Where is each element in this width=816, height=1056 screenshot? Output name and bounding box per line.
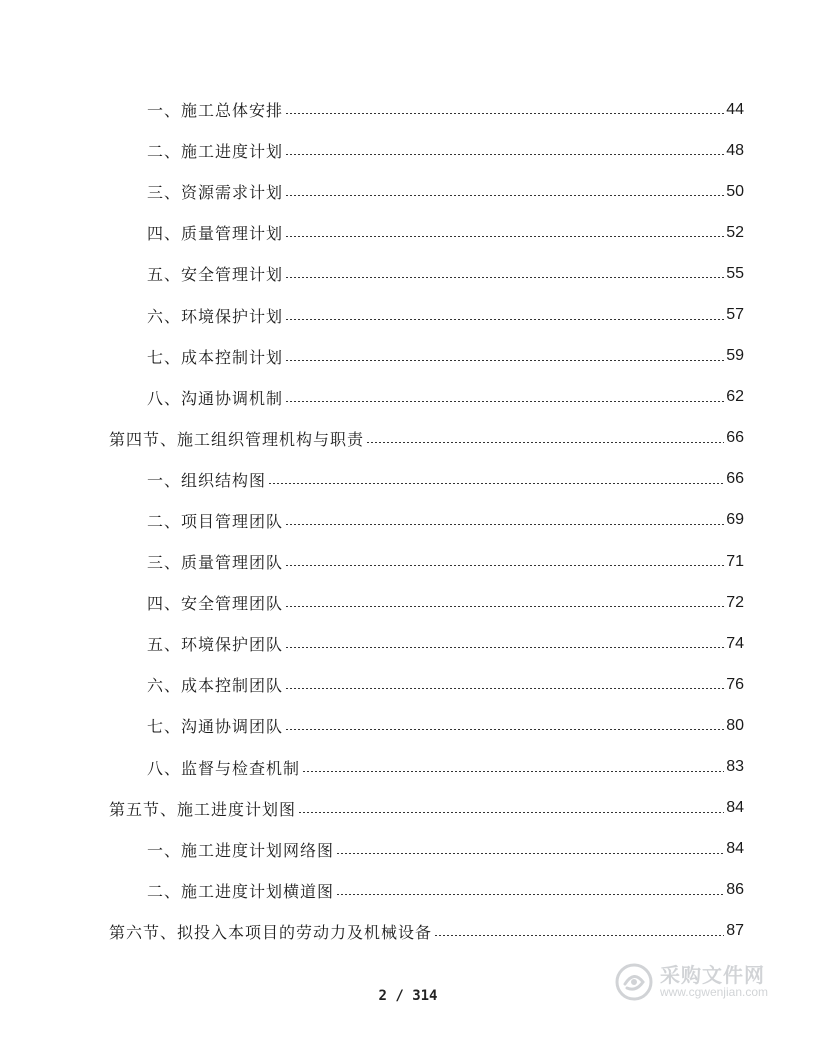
toc-entry-title: 六、环境保护计划: [147, 306, 284, 326]
toc-entry-title: 七、沟通协调团队: [147, 717, 284, 737]
toc-dot-leader: [285, 401, 724, 402]
watermark-url: www.cgwenjian.com: [659, 985, 768, 1000]
toc-dot-leader: [268, 483, 724, 484]
toc-entry-page-number: 62: [726, 388, 744, 406]
toc-entry[interactable]: [0, 171, 816, 212]
toc-entry-title: 第四节、施工组织管理机构与职责: [109, 429, 365, 449]
toc-dot-leader: [302, 771, 724, 772]
toc-entry[interactable]: [0, 459, 816, 500]
toc-entry[interactable]: [0, 664, 816, 705]
toc-dot-leader: [285, 195, 724, 196]
toc-dot-leader: [285, 113, 724, 114]
toc-entry[interactable]: [0, 705, 816, 746]
toc-entry-page-number: 48: [726, 141, 744, 159]
toc-entry-page-number: 83: [726, 758, 744, 776]
toc-entry-title: 四、安全管理团队: [147, 594, 284, 614]
page-indicator: 2 / 314: [378, 988, 438, 1004]
toc-entry-page-number: 69: [726, 511, 744, 529]
toc-entry[interactable]: [0, 377, 816, 418]
toc-entry-page-number: 74: [726, 634, 744, 652]
toc-entry-page-number: 76: [726, 675, 744, 693]
toc-dot-leader: [285, 606, 724, 607]
toc-entry-page-number: 72: [726, 593, 744, 611]
toc-entry[interactable]: [0, 418, 816, 459]
toc-entry[interactable]: [0, 130, 816, 171]
toc-entry[interactable]: [0, 911, 816, 952]
toc-entry-title: 三、资源需求计划: [147, 183, 284, 203]
toc-entry[interactable]: [0, 870, 816, 911]
toc-dot-leader: [285, 688, 724, 689]
toc-entry-page-number: 87: [726, 922, 744, 940]
toc-entry-page-number: 55: [726, 264, 744, 282]
toc-entry[interactable]: [0, 294, 816, 335]
toc-entry-title: 二、项目管理团队: [147, 511, 284, 531]
watermark: [614, 962, 768, 1002]
toc-entry-title: 八、监督与检查机制: [147, 758, 301, 778]
toc-dot-leader: [285, 565, 724, 566]
toc-entry-page-number: 52: [726, 223, 744, 241]
toc-entry-title: 一、施工总体安排: [147, 101, 284, 121]
toc-dot-leader: [434, 935, 724, 936]
toc-entry-page-number: 59: [726, 347, 744, 365]
toc-entry-page-number: 57: [726, 306, 744, 324]
toc-entry-page-number: 66: [726, 429, 744, 447]
toc-entry[interactable]: [0, 541, 816, 582]
toc-entry[interactable]: [0, 747, 816, 788]
toc-entry-title: 五、环境保护团队: [147, 635, 284, 655]
toc-entry-title: 二、施工进度计划横道图: [147, 881, 335, 901]
toc-entry[interactable]: [0, 253, 816, 294]
toc-entry-page-number: 66: [726, 470, 744, 488]
toc-entry-title: 五、安全管理计划: [147, 265, 284, 285]
toc-dot-leader: [285, 154, 724, 155]
toc-entry-title: 八、沟通协调机制: [147, 388, 284, 408]
toc-dot-leader: [285, 360, 724, 361]
toc-entry-page-number: 86: [726, 881, 744, 899]
toc-dot-leader: [298, 812, 724, 813]
toc-dot-leader: [285, 236, 724, 237]
toc-dot-leader: [285, 277, 724, 278]
watermark-logo-icon: [614, 962, 654, 1002]
toc-entry-title: 第五节、施工进度计划图: [109, 799, 297, 819]
toc-entry-title: 一、施工进度计划网络图: [147, 840, 335, 860]
toc-entry-title: 三、质量管理团队: [147, 553, 284, 573]
toc-dot-leader: [366, 442, 724, 443]
toc-entry[interactable]: [0, 623, 816, 664]
toc-entry[interactable]: [0, 829, 816, 870]
toc-dot-leader: [285, 524, 724, 525]
toc-entry-page-number: 84: [726, 840, 744, 858]
toc-dot-leader: [285, 647, 724, 648]
watermark-name: 采购文件网: [659, 963, 765, 988]
toc-dot-leader: [336, 894, 724, 895]
toc-entry[interactable]: [0, 212, 816, 253]
toc-entry-title: 一、组织结构图: [147, 470, 267, 490]
toc-dot-leader: [336, 853, 724, 854]
toc-entry-title: 七、成本控制计划: [147, 347, 284, 367]
toc-dot-leader: [285, 319, 724, 320]
toc-dot-leader: [285, 729, 724, 730]
toc-entry-page-number: 71: [726, 552, 744, 570]
toc-entry-title: 二、施工进度计划: [147, 142, 284, 162]
toc-entry-page-number: 50: [726, 182, 744, 200]
toc-entry-title: 四、质量管理计划: [147, 224, 284, 244]
toc-entry[interactable]: [0, 582, 816, 623]
toc-entry[interactable]: [0, 788, 816, 829]
toc-entry-title: 第六节、拟投入本项目的劳动力及机械设备: [109, 922, 433, 942]
toc-entry-page-number: 44: [726, 100, 744, 118]
toc-entry-title: 六、成本控制团队: [147, 676, 284, 696]
toc-entry-page-number: 80: [726, 716, 744, 734]
table-of-contents: [0, 89, 816, 952]
toc-entry[interactable]: [0, 336, 816, 377]
toc-entry[interactable]: [0, 500, 816, 541]
toc-entry[interactable]: [0, 89, 816, 130]
toc-entry-page-number: 84: [726, 799, 744, 817]
